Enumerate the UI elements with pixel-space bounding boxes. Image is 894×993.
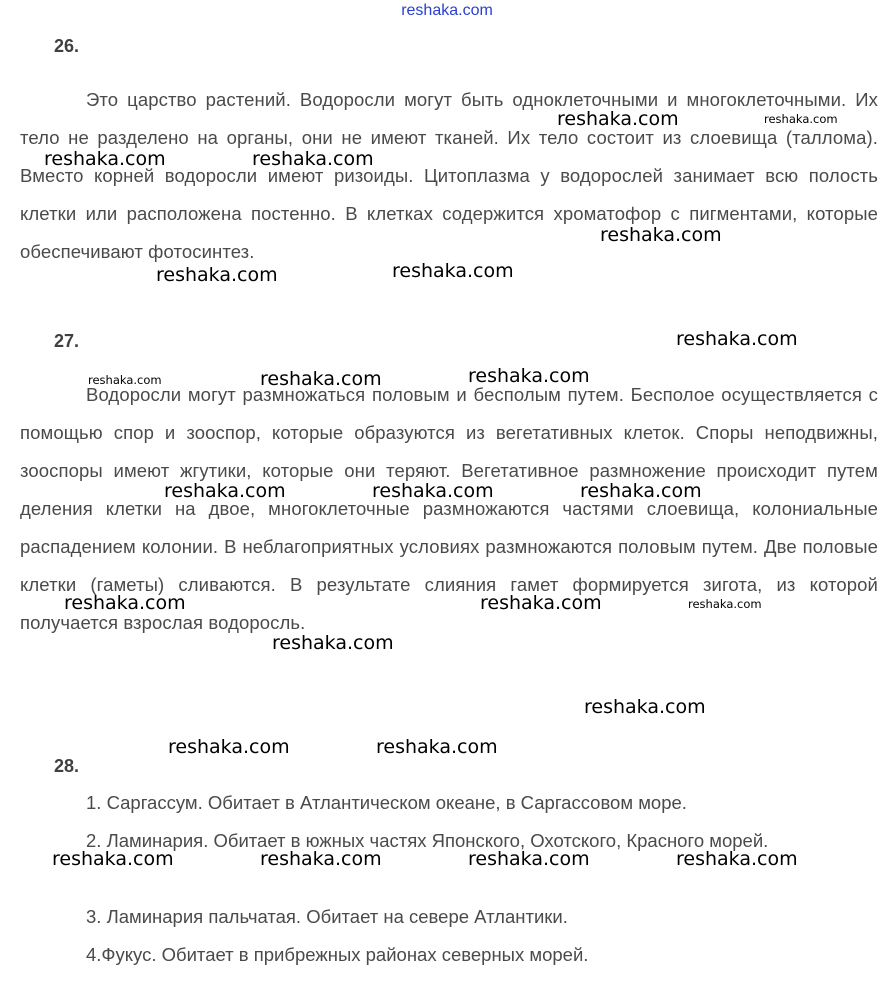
list-item: 1. Саргассум. Обитает в Атлантическом океане, в Саргассовом море. <box>86 792 687 813</box>
watermark: reshaka.com <box>252 148 374 170</box>
watermark: reshaka.com <box>272 632 394 654</box>
watermark: reshaka.com <box>688 597 762 611</box>
watermark: reshaka.com <box>557 108 679 130</box>
watermark: reshaka.com <box>372 480 494 502</box>
watermark: reshaka.com <box>376 736 498 758</box>
watermark: reshaka.com <box>676 848 798 870</box>
watermark: reshaka.com <box>156 264 278 286</box>
watermark: reshaka.com <box>260 368 382 390</box>
list-item: 2. Ламинария. Обитает в южных частях Японского, Охотского, Красного морей. <box>86 830 769 851</box>
watermark: reshaka.com <box>580 480 702 502</box>
watermark: reshaka.com <box>764 112 838 126</box>
section-27-text: Водоросли могут размножаться половым и бесполым путем. Бесполое осуществляется с помощью спор и зооспор, которые образуются из вегетативных клеток. Споры неподвижны, зооспоры имеют жгутики, которые они теряют. Вегетативное размножение происходит путем деления клетки на двое, многоклеточные размножаются частями слоевища, колониальные распадением колонии. В неблагоприятных условиях размножаются половым путем. Две половые клетки (гаметы) сливаются. В результате слияния гамет формируется зигота, из которой получается взрослая водоросль. <box>20 384 878 633</box>
section-number-27: 27. <box>54 331 80 351</box>
watermark: reshaka.com <box>584 696 706 718</box>
watermark: reshaka.com <box>164 480 286 502</box>
watermark: reshaka.com <box>600 224 722 246</box>
watermark: reshaka.com <box>88 373 162 387</box>
watermark: reshaka.com <box>52 848 174 870</box>
watermark: reshaka.com <box>480 592 602 614</box>
list-item: 4.Фукус. Обитает в прибрежных районах северных морей. <box>86 944 589 965</box>
watermark: reshaka.com <box>468 365 590 387</box>
watermark: reshaka.com <box>44 148 166 170</box>
site-header-link[interactable]: reshaka.com <box>401 2 493 19</box>
section-26-text: Это царство растений. Водоросли могут быть одноклеточными и многоклеточными. Их тело не разделено на органы, они не имеют тканей. Их тело состоит из слоевища (таллома). Вместо корней водоросли имеют ризоиды. Цитоплазма у водорослей занимает всю полость клетки или расположена постенно. В клетках содержится хроматофор с пигментами, которые обеспечивают фотосинтез. <box>20 89 878 262</box>
watermark: reshaka.com <box>168 736 290 758</box>
list-item: 3. Ламинария пальчатая. Обитает на севере Атлантики. <box>86 906 568 927</box>
watermark: reshaka.com <box>64 592 186 614</box>
watermark: reshaka.com <box>676 328 798 350</box>
section-number-26: 26. <box>54 36 80 56</box>
watermark: reshaka.com <box>468 848 590 870</box>
watermark: reshaka.com <box>392 260 514 282</box>
watermark: reshaka.com <box>260 848 382 870</box>
section-number-28: 28. <box>54 756 80 776</box>
